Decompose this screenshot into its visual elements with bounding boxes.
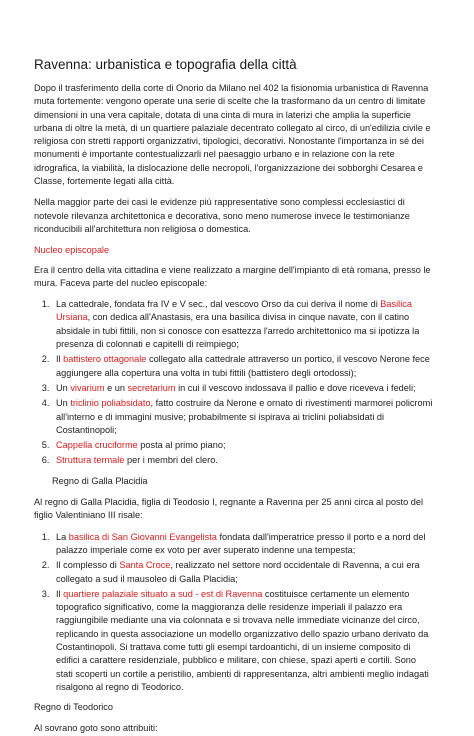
highlight-term: triclinio poliabsidato <box>70 398 151 409</box>
highlight-term: secretarium <box>127 382 176 393</box>
list-item: 2. Il battistero ottagonale collegato alla cattedrale attraverso un portico, il vescovo Nerone fece aggiungere alla copertura una volta in tubi fittili (battistero degli ortodossi); <box>52 353 434 380</box>
highlight-term: battistero ottagonale <box>63 354 147 365</box>
highlight-term: Struttura termale <box>56 455 125 466</box>
list-item: 1. La cattedrale, fondata fra IV e V sec., dal vescovo Orso da cui deriva il nome di Basilica Ursiana, con dedica all'Anastasis, era una basilica divisa in cinque navate, con il catino absidale in tubi fittili, non si conosce con esattezza l'arredo architettonico ma si ipotizza la presenza di colonnati e capitelli di reimpiego; <box>52 298 434 351</box>
nucleo-intro: Era il centro della vita cittadina e viene realizzato a margine dell'impianto di età romana, presso le mura. Faceva parte del nucleo episcopale: <box>34 264 431 288</box>
list-item: 6. Struttura termale per i membri del clero. <box>52 454 434 467</box>
list-item: 4. Un triclinio poliabsidato, fatto costruire da Nerone e ornato di rivestimenti marmorei policromi all'interno e di immagini musive; probabilmente si ispirava ai triclini poliabsidati di Costantinopoli; <box>52 397 434 437</box>
highlight-term: vivarium <box>70 382 105 393</box>
heading-teodorico: Regno di Teodorico <box>34 702 113 713</box>
highlight-term: Basilica Ursiana <box>56 299 412 323</box>
highlight-term: Santa Croce <box>119 560 171 571</box>
galla-intro: Al regno di Galla Placidia, figlia di Teodosio I, regnante a Ravenna per 25 anni circa al posto del figlio Valentiniano III risale: <box>34 497 424 521</box>
highlight-term: basilica di San Giovanni Evangelista <box>68 531 217 542</box>
subheading-galla-placidia: Regno di Galla Placidia <box>52 475 148 486</box>
intro-paragraph-1: Dopo il trasferimento della corte di Onorio da Milano nel 402 la fisionomia urbanistica di Ravenna muta fortemente: vengono operate una serie di scelte che la trasformano da un centro di limitate dimensioni in una vera capitale, dotata di una cinta di mura in laterizi che amplia la superficie urbana di oltre la metà, di un quartiere palaziale decentrato collegato al circo, di un'edilizia civile e religiosa con stretti rapporti organizzativi, tipologici, decorativi. Nonostante l'importanza in sé dei monumenti è importante contestualizzarli nel paesaggio urbano e in relazione con la rete idrografica, la viabilità, la dislocazione delle necropoli, l'organizzazione dei sobborghi Cesarea e Classe, fortemente legati alla città. <box>34 83 431 187</box>
intro-paragraph-2: Nella maggior parte dei casi le evidenze più rappresentative sono complessi ecclesiastici di notevole rilevanza architettonica e decorativa, sono meno numerose invece le testimonianze riconducibili all'architettura non religiosa o domestica. <box>34 197 410 234</box>
page-title: Ravenna: urbanistica e topografia della città <box>34 57 297 72</box>
list-item: 1. La basilica di San Giovanni Evangelista fondata dall'imperatrice presso il porto e a nord del palazzo imperiale come ex voto per aver superato indenne una tempesta; <box>52 531 434 558</box>
highlight-term: quartiere palaziale situato a sud - est di Ravenna <box>63 588 263 599</box>
list-item: 2. Il complesso di Santa Croce, realizzato nel settore nord occidentale di Ravenna, a cui era collegato a sud il mausoleo di Galla Placidia; <box>52 559 434 586</box>
highlight-term: Cappella cruciforme <box>56 440 138 451</box>
section-heading-nucleo: Nucleo episcopale <box>34 245 110 256</box>
teodorico-intro: Al sovrano goto sono attribuiti: <box>34 723 158 734</box>
list-item: 3. Un vivarium e un secretarium in cui il vescovo indossava il pallio e dove riceveva i fedeli; <box>52 382 434 395</box>
list-item: 3. Il quartiere palaziale situato a sud - est di Ravenna costituisce certamente un elemento topografico significativo, come la maggioranza delle residenze imperiali il palazzo era raggiungibile mediante una via colonnata e si trovava nelle immediate vicinanze del circo, replicando in questa associazione un modello organizzativo dello spazio urbano derivato da Costantinopoli. Si trattava come tutti gli esempi tardoantichi, di un insieme composito di edifici a carattere residenziale, pubblico e militare, con chiese, spazi aperti e cortili. Sono stati scoperti un cortile a peristilio, ambienti di rappresentanza, altri ambienti meglio indagati risalgono al regno di Teodorico. <box>52 588 434 694</box>
nucleo-list <box>34 298 434 468</box>
list-item: 5. Cappella cruciforme posta al primo piano; <box>52 439 434 452</box>
